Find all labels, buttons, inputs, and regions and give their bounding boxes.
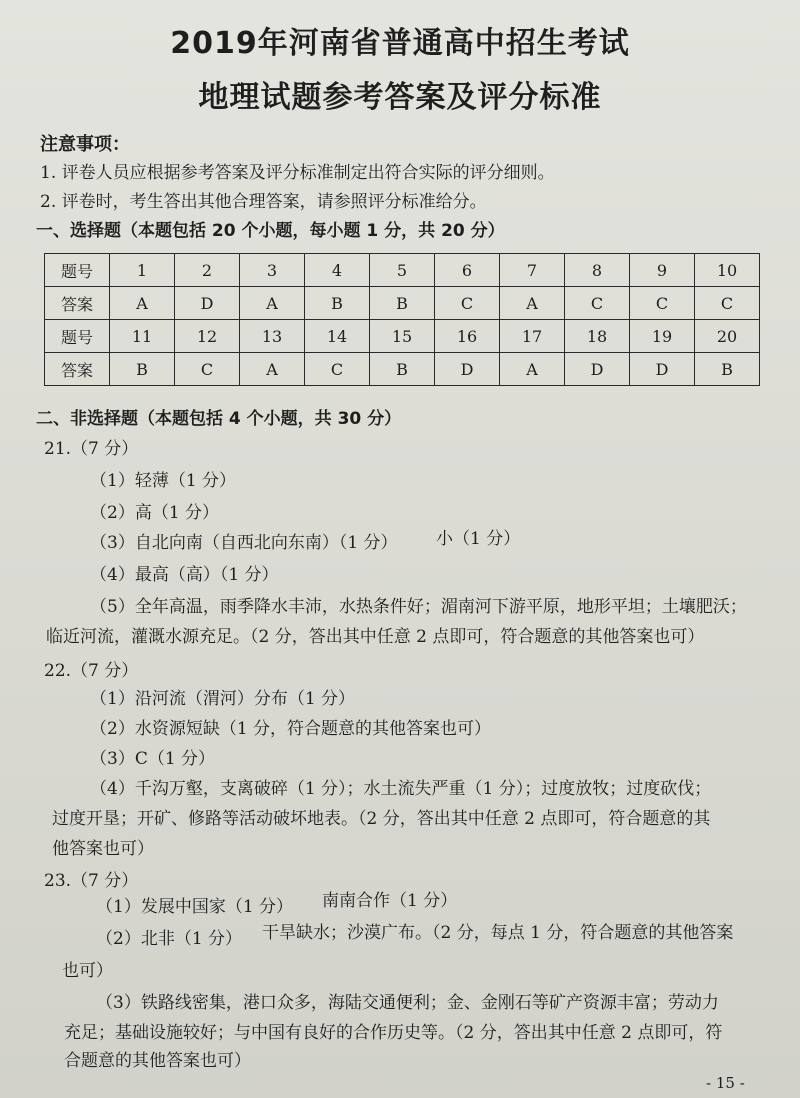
q23-answer-2a: （2）北非（1 分） [96, 929, 243, 949]
table-row [45, 254, 760, 287]
table-cell: B [370, 353, 435, 386]
table-row [45, 320, 760, 353]
exam-subtitle: 地理试题参考答案及评分标准 [198, 80, 602, 115]
table-cell: 10 [695, 254, 760, 287]
q23-answer-1a: （1）发展中国家（1 分） [96, 897, 294, 917]
table-cell: 7 [500, 254, 565, 287]
table-cell: 6 [435, 254, 500, 287]
table-cell: 20 [695, 320, 760, 353]
table-cell: D [565, 353, 630, 386]
q21-label: 21.（7 分） [44, 439, 139, 459]
table-cell: A [240, 287, 305, 320]
table-cell: 17 [500, 320, 565, 353]
table-row-label: 题号 [45, 320, 110, 353]
table-cell: A [500, 287, 565, 320]
table-cell: C [175, 353, 240, 386]
table-cell: C [435, 287, 500, 320]
table-cell: 5 [370, 254, 435, 287]
table-row [45, 287, 760, 320]
table-cell: C [565, 287, 630, 320]
table-cell: C [305, 353, 370, 386]
table-cell: C [695, 287, 760, 320]
table-cell: B [305, 287, 370, 320]
table-cell: 8 [565, 254, 630, 287]
table-cell: B [370, 287, 435, 320]
q22-answer-4a: （4）千沟万壑，支离破碎（1 分）；水土流失严重（1 分）；过度放牧；过度砍伐； [90, 779, 712, 799]
q22-answer-3: （3）C（1 分） [90, 749, 216, 769]
notes-heading: 注意事项： [40, 134, 130, 155]
table-cell: 11 [110, 320, 175, 353]
q23-answer-3b: 充足；基础设施较好；与中国有良好的合作历史等。（2 分，答出其中任意 2 点即可，符 [64, 1023, 723, 1043]
table-cell: 16 [435, 320, 500, 353]
q21-answer-5a: （5）全年高温，雨季降水丰沛，水热条件好；湄南河下游平原，地形平坦；土壤肥沃； [90, 597, 747, 617]
q21-answer-5b: 临近河流，灌溉水源充足。（2 分，答出其中任意 2 点即可，符合题意的其他答案也可） [46, 627, 705, 647]
table-row-label: 题号 [45, 254, 110, 287]
table-cell: 3 [240, 254, 305, 287]
q23-answer-2b: 干旱缺水；沙漠广布。（2 分，每点 1 分，符合题意的其他答案 [262, 923, 734, 943]
note-item-2: 2. 评卷时，考生答出其他合理答案，请参照评分标准给分。 [40, 192, 487, 212]
q23-answer-1b: 南南合作（1 分） [322, 891, 458, 911]
q21-answer-3b: 小（1 分） [436, 529, 521, 549]
exam-title: 2019年河南省普通高中招生考试 [170, 26, 630, 61]
table-cell: D [435, 353, 500, 386]
q22-label: 22.（7 分） [44, 661, 139, 681]
table-cell: A [110, 287, 175, 320]
q21-answer-4: （4）最高（高）（1 分） [90, 565, 279, 585]
table-cell: 12 [175, 320, 240, 353]
q22-answer-4c: 他答案也可） [52, 839, 154, 859]
q23-answer-3c: 合题意的其他答案也可） [64, 1051, 251, 1071]
table-cell: A [500, 353, 565, 386]
table-cell: 2 [175, 254, 240, 287]
table-cell: 13 [240, 320, 305, 353]
answer-table [44, 253, 760, 386]
q21-answer-2: （2）高（1 分） [90, 503, 220, 523]
table-cell: 15 [370, 320, 435, 353]
q22-answer-2: （2）水资源短缺（1 分，符合题意的其他答案也可） [90, 719, 492, 739]
section1-heading: 一、选择题（本题包括 20 个小题，每小题 1 分，共 20 分） [36, 221, 505, 241]
q21-answer-1: （1）轻薄（1 分） [90, 471, 237, 491]
table-cell: B [695, 353, 760, 386]
table-cell: 18 [565, 320, 630, 353]
section2-heading: 二、非选择题（本题包括 4 个小题，共 30 分） [36, 409, 402, 429]
table-cell: C [630, 287, 695, 320]
q22-answer-4b: 过度开垦；开矿、修路等活动破坏地表。（2 分，答出其中任意 2 点即可，符合题意的其 [52, 809, 711, 829]
q22-answer-1: （1）沿河流（渭河）分布（1 分） [90, 689, 356, 709]
table-cell: A [240, 353, 305, 386]
table-row [45, 353, 760, 386]
q21-answer-3a: （3）自北向南（自西北向东南）（1 分） [90, 533, 398, 553]
table-cell: 9 [630, 254, 695, 287]
q23-answer-2c: 也可） [62, 961, 113, 981]
page-number: - 15 - [706, 1074, 745, 1092]
table-row-label: 答案 [45, 353, 110, 386]
table-cell: 19 [630, 320, 695, 353]
table-cell: 1 [110, 254, 175, 287]
table-cell: D [630, 353, 695, 386]
q23-answer-3a: （3）铁路线密集，港口众多，海陆交通便利；金、金刚石等矿产资源丰富；劳动力 [96, 993, 719, 1013]
table-cell: D [175, 287, 240, 320]
q23-label: 23.（7 分） [44, 871, 139, 891]
note-item-1: 1. 评卷人员应根据参考答案及评分标准制定出符合实际的评分细则。 [40, 163, 555, 183]
table-cell: B [110, 353, 175, 386]
table-row-label: 答案 [45, 287, 110, 320]
table-cell: 14 [305, 320, 370, 353]
table-cell: 4 [305, 254, 370, 287]
